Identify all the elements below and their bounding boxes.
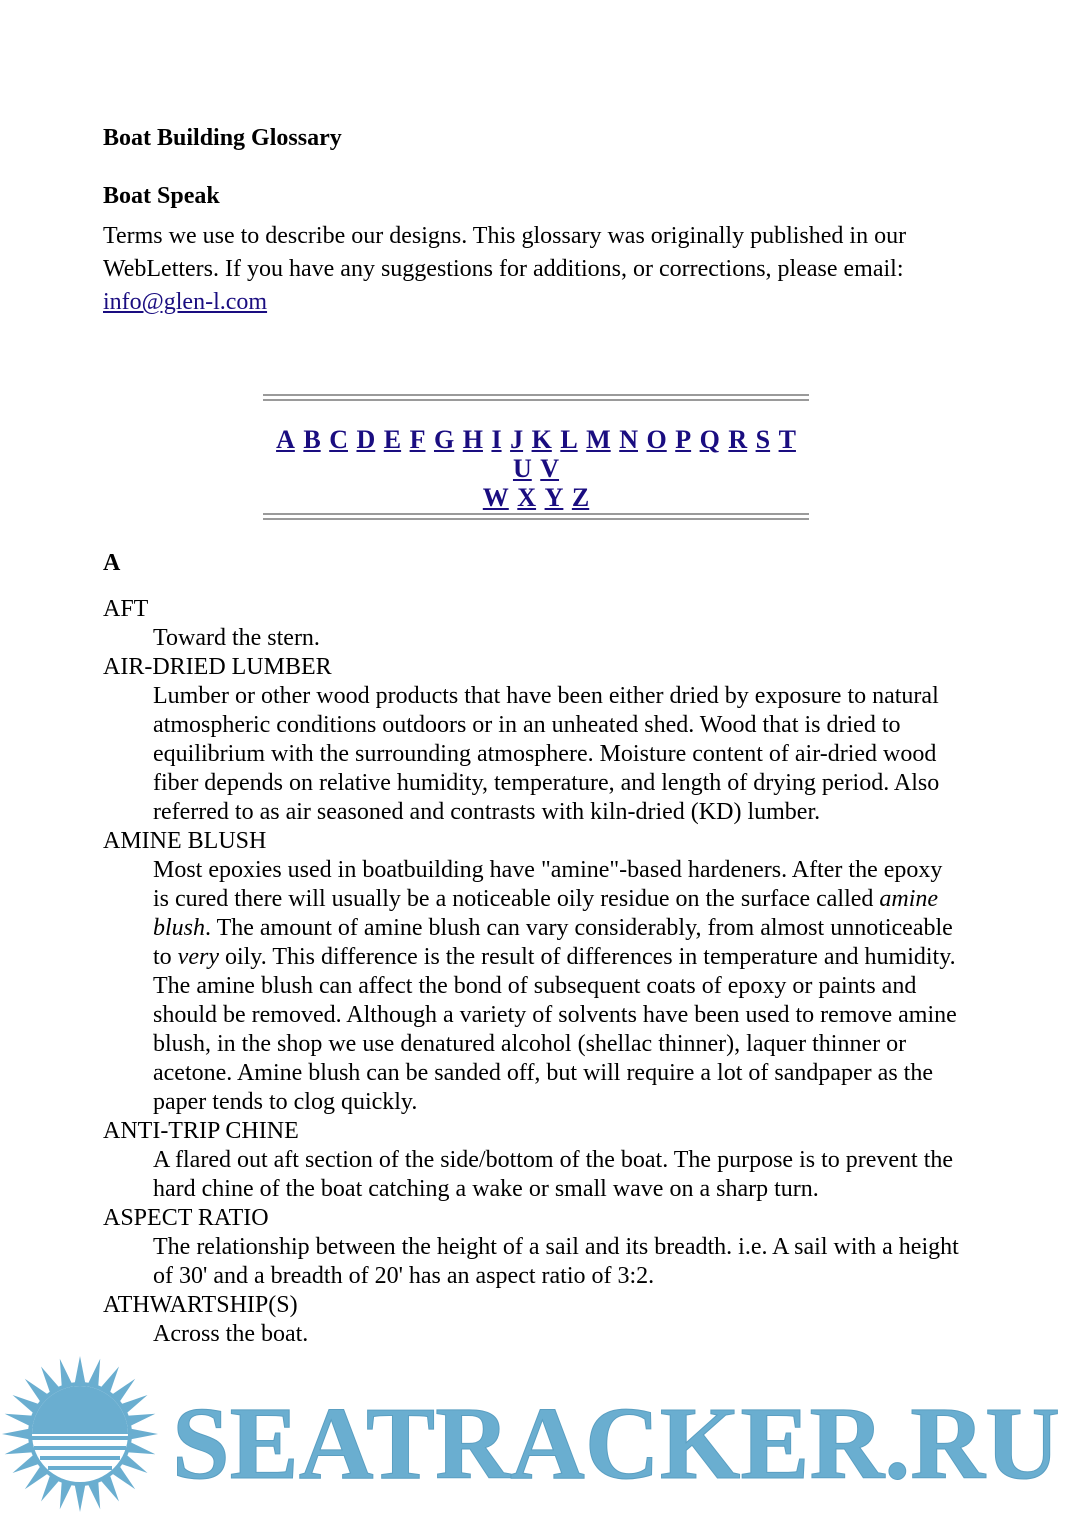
alpha-link-i[interactable]: I	[491, 425, 502, 454]
intro-paragraph	[103, 220, 963, 319]
page-subtitle: Boat Speak	[103, 183, 220, 209]
glossary-term: ATHWARTSHIP(S)	[103, 1292, 298, 1318]
alpha-link-w[interactable]: W	[482, 483, 509, 512]
alpha-link-l[interactable]: L	[560, 425, 578, 454]
alpha-link-p[interactable]: P	[675, 425, 692, 454]
definition-text: Most epoxies used in boatbuilding have "amine"-based hardeners. After the epoxy is cured there will usually be a noticeable oily residue on the surface called	[153, 857, 943, 912]
glossary-term: AFT	[103, 596, 149, 622]
alpha-link-b[interactable]: B	[303, 425, 321, 454]
divider-bottom	[263, 513, 809, 520]
glossary-definition: A flared out aft section of the side/bottom of the boat. The purpose is to prevent the hard chine of the boat catching a wake or small wave on a sharp turn.	[153, 1147, 954, 1202]
divider-top	[263, 394, 809, 401]
glossary-term: AMINE BLUSH	[103, 828, 267, 854]
alpha-link-h[interactable]: H	[462, 425, 483, 454]
glossary-definition: The relationship between the height of a sail and its breadth. i.e. A sail with a height of 30' and a breadth of 20' has an aspect ratio of 3:2.	[153, 1234, 959, 1289]
email-link[interactable]: info@glen-l.com	[103, 289, 268, 315]
sun-ray	[130, 1429, 158, 1440]
glossary-term: AIR-DRIED LUMBER	[103, 654, 332, 680]
alpha-link-q[interactable]: Q	[699, 425, 720, 454]
definition-emphasis: amine blush	[153, 886, 939, 941]
glossary-term: ANTI-TRIP CHINE	[103, 1118, 299, 1144]
alpha-link-n[interactable]: N	[619, 425, 638, 454]
glossary-term: ASPECT RATIO	[103, 1205, 269, 1231]
alpha-link-c[interactable]: C	[329, 425, 348, 454]
sun-icon	[2, 1356, 158, 1512]
alpha-link-y[interactable]: Y	[544, 483, 564, 512]
definition-text: . The amount of amine blush can vary considerably, from almost unnoticeable to	[153, 915, 953, 970]
watermark-text: SEATRACKER.RU	[172, 1386, 1060, 1501]
glossary-definition	[153, 856, 963, 1117]
alpha-link-t[interactable]: T	[778, 425, 796, 454]
alpha-link-z[interactable]: Z	[571, 483, 590, 512]
alpha-link-x[interactable]: X	[517, 483, 537, 512]
alpha-link-g[interactable]: G	[433, 425, 455, 454]
definition-text: oily. This difference is the result of differences in temperature and humidity. The amine blush can affect the bond of subsequent coats of epoxy or paints and should be removed. Although a variety of solvents have been used to remove amine blush, in the shop we use denatured alcohol (shellac thinner), laquer thinner or acetone. Amine blush can be sanded off, but will require a lot of sandpaper as the paper tends to clog quickly.	[153, 944, 957, 1115]
sun-ray	[2, 1429, 30, 1440]
alpha-link-f[interactable]: F	[409, 425, 426, 454]
intro-text: Terms we use to describe our designs. This glossary was originally published in our WebLetters. If you have any suggestions for additions, or corrections, please email:	[103, 223, 907, 282]
glossary-definition: Lumber or other wood products that have been either dried by exposure to natural atmospheric conditions outdoors or in an unheated shed. Wood that is dried to equilibrium with the surrounding atmosphere. Moisture content of air-dried wood fiber depends on relative humidity, temperature, and length of drying period. Also referred to as air seasoned and contrasts with kiln-dried (KD) lumber.	[153, 683, 940, 825]
page-title: Boat Building Glossary	[103, 125, 342, 151]
definition-emphasis: very	[177, 944, 219, 970]
section-letter: A	[103, 550, 121, 576]
alpha-link-a[interactable]: A	[276, 425, 295, 454]
alphabet-nav	[263, 425, 809, 512]
alpha-link-v[interactable]: V	[540, 454, 560, 483]
glossary-definition: Across the boat.	[153, 1321, 309, 1347]
glossary-list	[103, 595, 963, 1349]
alpha-link-u[interactable]: U	[512, 454, 532, 483]
glossary-definition: Toward the stern.	[153, 625, 320, 651]
alpha-link-o[interactable]: O	[646, 425, 667, 454]
sun-ray	[75, 1356, 86, 1384]
watermark-logo	[0, 1352, 1080, 1515]
alpha-link-m[interactable]: M	[586, 425, 611, 454]
alpha-link-s[interactable]: S	[755, 425, 771, 454]
sun-ray	[75, 1484, 86, 1512]
alpha-link-k[interactable]: K	[531, 425, 552, 454]
alpha-link-r[interactable]: R	[728, 425, 748, 454]
alpha-link-e[interactable]: E	[383, 425, 402, 454]
alpha-link-j[interactable]: J	[510, 425, 524, 454]
alpha-link-d[interactable]: D	[356, 425, 376, 454]
